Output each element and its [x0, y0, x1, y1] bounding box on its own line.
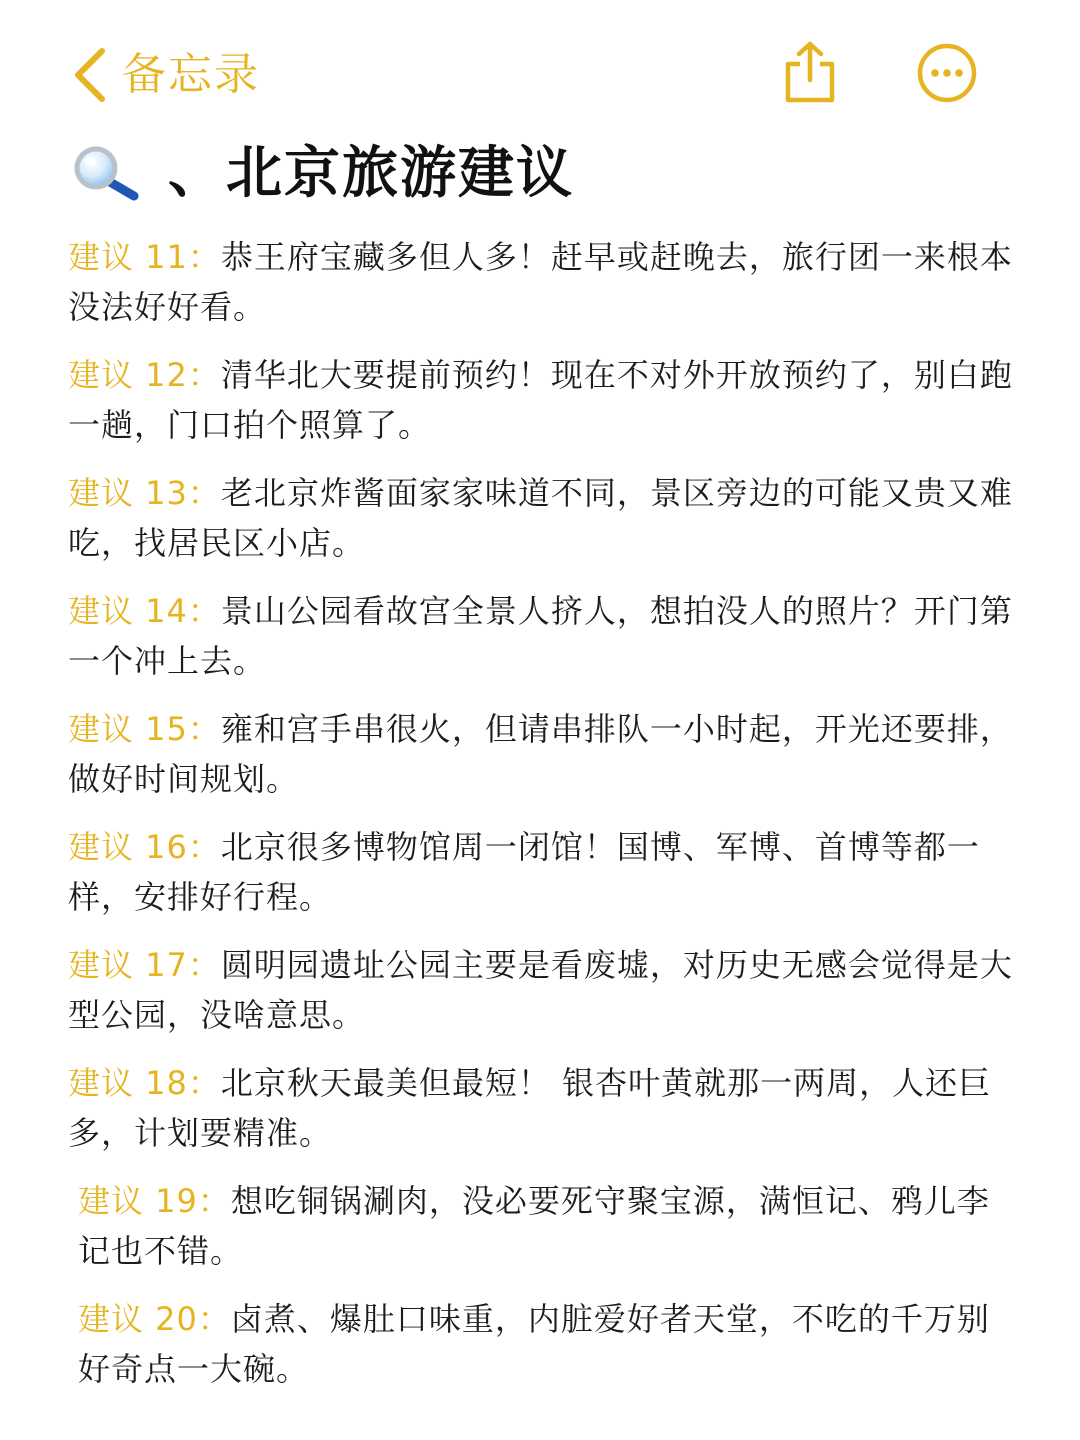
- list-item: [68, 1294, 1018, 1394]
- list-item: [68, 704, 1018, 804]
- back-button[interactable]: [70, 40, 260, 110]
- tip-text: 想吃铜锅涮肉，没必要死守聚宝源，满恒记、鸦儿李记也不错。: [78, 1182, 990, 1270]
- tip-text: 恭王府宝藏多但人多！赶早或赶晚去，旅行团一来根本没法好好看。: [68, 238, 1013, 326]
- list-item: [68, 822, 1018, 922]
- tip-label: 建议 17：: [68, 946, 221, 984]
- page-title: 、北京旅游建议: [168, 141, 574, 206]
- tip-text: 景山公园看故宫全景人挤人，想拍没人的照片？开门第一个冲上去。: [68, 592, 1013, 680]
- tip-text: 北京很多博物馆周一闭馆！国博、军博、首博等都一样，安排好行程。: [68, 828, 980, 916]
- tips-list: [68, 232, 1018, 1412]
- list-item: [68, 1176, 1018, 1276]
- tip-label: 建议 19：: [78, 1182, 231, 1220]
- note-title: [72, 138, 574, 210]
- magnifying-glass-icon: [72, 144, 144, 204]
- back-label: 备忘录: [122, 49, 260, 100]
- tip-text: 雍和宫手串很火，但请串排队一小时起，开光还要排，做好时间规划。: [68, 710, 1013, 798]
- tip-label: 建议 13：: [68, 474, 221, 512]
- share-icon: [782, 40, 838, 104]
- tip-label: 建议 18：: [68, 1064, 221, 1102]
- list-item: [68, 940, 1018, 1040]
- list-item: [68, 468, 1018, 568]
- more-button[interactable]: [916, 42, 978, 104]
- tip-text: 圆明园遗址公园主要是看废墟，对历史无感会觉得是大型公园，没啥意思。: [68, 946, 1013, 1034]
- tip-label: 建议 16：: [68, 828, 221, 866]
- tip-label: 建议 12：: [68, 356, 221, 394]
- tip-label: 建议 11：: [68, 238, 221, 276]
- tip-text: 北京秋天最美但最短！ 银杏叶黄就那一两周，人还巨多，计划要精准。: [68, 1064, 992, 1152]
- tip-label: 建议 20：: [78, 1300, 231, 1338]
- tip-label: 建议 14：: [68, 592, 221, 630]
- chevron-left-icon: [70, 45, 110, 105]
- navigation-bar: [0, 0, 1080, 120]
- share-button[interactable]: [782, 40, 838, 104]
- more-icon: [916, 42, 978, 104]
- list-item: [68, 350, 1018, 450]
- list-item: [68, 1058, 1018, 1158]
- tip-label: 建议 15：: [68, 710, 221, 748]
- tip-text: 卤煮、爆肚口味重，内脏爱好者天堂，不吃的千万别好奇点一大碗。: [78, 1300, 990, 1388]
- tip-text: 清华北大要提前预约！现在不对外开放预约了，别白跑一趟，门口拍个照算了。: [68, 356, 1013, 444]
- list-item: [68, 232, 1018, 332]
- list-item: [68, 586, 1018, 686]
- tip-text: 老北京炸酱面家家味道不同，景区旁边的可能又贵又难吃，找居民区小店。: [68, 474, 1013, 562]
